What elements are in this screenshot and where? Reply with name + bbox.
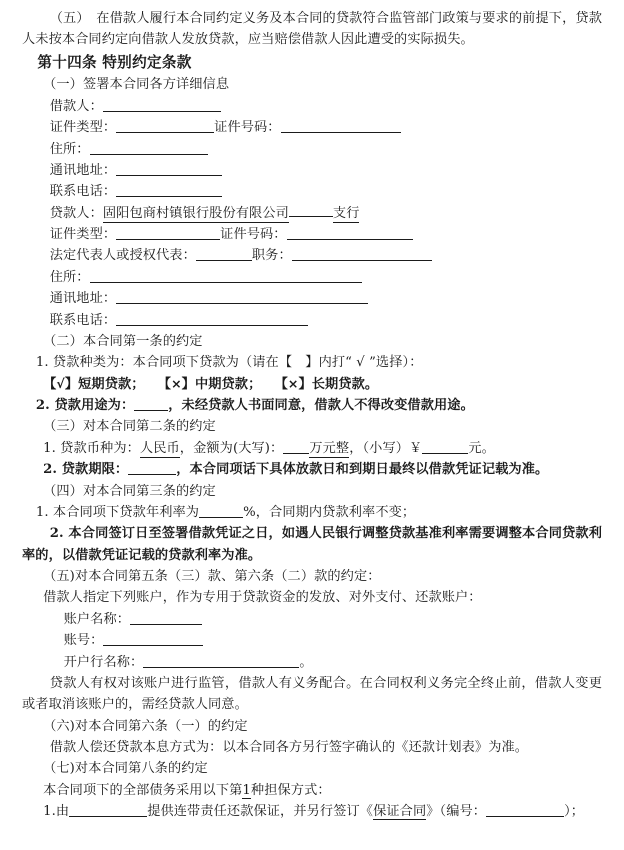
guarantee-method-row: [22, 780, 602, 801]
option-short-label: 短期贷款；: [78, 376, 145, 392]
borrower-id-row: [22, 117, 602, 138]
borrower-mail-row: [22, 160, 602, 181]
option-long-bracket-close: 】: [298, 376, 312, 392]
lender-label: 贷款人：: [49, 205, 103, 221]
id-number-label: 证件号码：: [214, 120, 281, 136]
account-name-label: 账户名称：: [63, 611, 131, 627]
loan-term-row: [22, 459, 602, 480]
lender-mail-blank[interactable]: [116, 291, 368, 305]
lender-id-type-label: 证件类型：: [49, 227, 117, 243]
account-name-row: [22, 609, 602, 630]
guarantee-option-one-prefix: 1.由: [43, 804, 70, 820]
mail-address-label: 通讯地址：: [49, 162, 117, 178]
borrower-id-type-blank[interactable]: [116, 120, 214, 134]
guarantee-method-suffix: 种担保方式：: [250, 782, 331, 798]
borrower-row: [22, 96, 602, 117]
guarantee-method-number[interactable]: 1: [242, 782, 251, 798]
bank-name-row: [22, 652, 602, 673]
guarantee-method-prefix: 本合同项下的全部债务采用以下第: [43, 782, 243, 798]
address-label: 住所：: [49, 141, 90, 157]
lender-row: [22, 203, 602, 224]
section-four-label: （四）对本合同第三条的约定: [43, 483, 216, 499]
clause-five-text: 在借款人履行本合同约定义务及本合同的贷款符合监管部门政策与要求的前提下，贷款人未按本合同约定向借款人发放贷款，应当赔偿借款人因此遭受的实际损失。: [22, 11, 602, 48]
loan-amount-mid2: ，（小写）￥: [349, 440, 423, 456]
loan-amount-digits-blank[interactable]: [422, 440, 468, 454]
interest-rate-adjust-paragraph: 2. 本合同签订日至签署借款凭证之日，如遇人民银行调整贷款基准利率需要调整本合同贷款利率的，以借款凭证记载的贷款利率为准。: [22, 526, 602, 563]
lender-address-row: [22, 267, 602, 288]
lender-phone-row: [22, 310, 602, 331]
check-mark-icon[interactable]: √: [56, 375, 65, 391]
loan-type-options-row: [22, 374, 602, 395]
loan-purpose-blank[interactable]: [134, 397, 168, 411]
interest-rate-suffix: %，合同期内贷款利率不变；: [243, 504, 416, 520]
loan-amount-unit-tail: 元。: [468, 440, 495, 456]
loan-term-suffix: ，本合同项话下具体放款日和到期日最终以借款凭证记载为准。: [176, 462, 549, 478]
borrower-address-blank[interactable]: [90, 141, 208, 155]
account-number-label: 账号：: [63, 633, 104, 649]
loan-purpose-suffix: ，未经贷款人书面同意，借款人不得改变借款用途。: [168, 398, 474, 414]
option-short-bracket-close: 】: [64, 376, 79, 392]
loan-amount-mid: ，金额为(大写)：: [179, 440, 284, 456]
loan-currency-value: 人民币: [139, 440, 180, 456]
guarantee-option-one-suffix: ）；: [564, 804, 585, 820]
option-short-bracket-open: 【: [43, 376, 57, 392]
legal-rep-label: 法定代表人或授权代表：: [49, 248, 196, 264]
section-six-label: （六)对本合同第六条（一）的约定: [43, 718, 248, 734]
title-blank[interactable]: [292, 248, 432, 262]
option-medium-label: 中期贷款；: [194, 376, 262, 392]
lender-address-label: 住所：: [49, 269, 90, 285]
title-label: 职务：: [251, 248, 292, 264]
loan-currency-row: [22, 438, 602, 459]
loan-type-suffix: 】内打“ √ ”选择）：: [305, 355, 423, 371]
section-seven-label: （七)对本合同第八条的约定: [43, 761, 208, 777]
lender-id-type-blank[interactable]: [116, 226, 220, 240]
borrower-address-row: [22, 139, 602, 160]
loan-type-question: [22, 352, 602, 373]
option-long-bracket-open: 【: [274, 376, 288, 392]
borrower-label: 借款人：: [49, 98, 103, 114]
guarantee-contract-name: 保证合同: [373, 804, 427, 820]
phone-label: 联系电话：: [49, 184, 117, 200]
interest-rate-blank[interactable]: [199, 504, 243, 518]
account-number-row: [22, 630, 602, 651]
loan-purpose-row: [22, 395, 602, 416]
lender-mail-row: [22, 288, 602, 309]
lender-value: 固阳包商村镇银行股份有限公司: [102, 205, 289, 221]
option-long-label: 长期贷款。: [311, 376, 379, 392]
lender-id-number-blank[interactable]: [287, 226, 413, 240]
option-medium-bracket-open: 【: [157, 376, 172, 392]
section-one-label: （一）签署本合同各方详细信息: [43, 77, 230, 93]
account-number-blank[interactable]: [103, 633, 203, 647]
cross-mark-icon[interactable]: ×: [171, 375, 182, 391]
lender-branch-blank[interactable]: [289, 215, 333, 217]
loan-term-blank[interactable]: [128, 462, 176, 476]
interest-rate-prefix: 1. 本合同项下贷款年利率为: [35, 504, 200, 520]
account-name-blank[interactable]: [130, 611, 202, 625]
loan-term-prefix: 2. 贷款期限：: [43, 462, 129, 478]
lender-address-blank[interactable]: [90, 269, 362, 283]
lender-mail-address-label: 通讯地址：: [49, 291, 117, 307]
lender-id-row: [22, 224, 602, 245]
legal-rep-row: [22, 245, 602, 266]
guarantee-option-one-mid2: 》（编号：: [426, 804, 487, 820]
loan-amount-cn-blank[interactable]: [283, 440, 309, 454]
lender-id-number-label: 证件号码：: [220, 227, 287, 243]
loan-currency-prefix: 1. 贷款币种为：: [43, 440, 140, 456]
interest-rate-row: [22, 502, 602, 523]
section-two-label: （二）本合同第一条的约定: [43, 333, 203, 349]
borrower-mail-blank[interactable]: [116, 162, 222, 176]
loan-purpose-prefix: 2. 贷款用途为：: [35, 398, 135, 414]
clause-five-marker: （五）: [49, 11, 90, 26]
legal-rep-blank[interactable]: [196, 248, 252, 262]
section-five-intro: 借款人指定下列账户，作为专用于贷款资金的发放、对外支付、还款账户：: [43, 590, 482, 606]
loan-type-prefix: 1. 贷款种类为：本合同项下贷款为（请在【: [35, 355, 293, 371]
clause-five-intro-paragraph: [22, 8, 602, 51]
section-five-label: （五)对本合同第五条（三）款、第六条（二）款的约定：: [43, 569, 381, 585]
id-type-label: 证件类型：: [49, 120, 117, 136]
guarantee-option-one-mid: 提供连带责任还款保证，并另行签订《: [147, 804, 374, 820]
section-three-label: （三）对本合同第二条的约定: [43, 419, 216, 435]
borrower-phone-blank[interactable]: [116, 184, 222, 198]
lender-branch-label: 支行: [332, 205, 360, 221]
guarantor-blank[interactable]: [69, 804, 147, 818]
account-supervision-paragraph: 贷款人有权对该账户进行监管，借款人有义务配合。在合同权利义务完全终止前，借款人变更或者取消该账户的，需经贷款人同意。: [22, 675, 602, 713]
cross-mark-icon-2[interactable]: ×: [287, 375, 299, 391]
bank-name-tail: 。: [299, 654, 313, 670]
borrower-blank[interactable]: [103, 98, 221, 112]
article-heading: 第十四条 特别约定条款: [37, 53, 192, 71]
lender-phone-blank[interactable]: [116, 312, 308, 326]
guarantee-option-one-row: [22, 801, 602, 822]
loan-amount-unit-cn: 万元整: [309, 440, 350, 456]
option-medium-bracket-close: 】: [181, 376, 195, 392]
guarantee-contract-number-blank[interactable]: [486, 804, 564, 818]
section-six-text: 借款人偿还贷款本息方式为：以本合同各方另行签字确认的《还款计划表》为准。: [49, 740, 529, 756]
borrower-id-number-blank[interactable]: [281, 120, 401, 134]
lender-phone-label: 联系电话：: [49, 312, 117, 328]
borrower-phone-row: [22, 181, 602, 202]
bank-name-blank[interactable]: [143, 654, 299, 668]
bank-name-label: 开户行名称：: [63, 654, 144, 670]
